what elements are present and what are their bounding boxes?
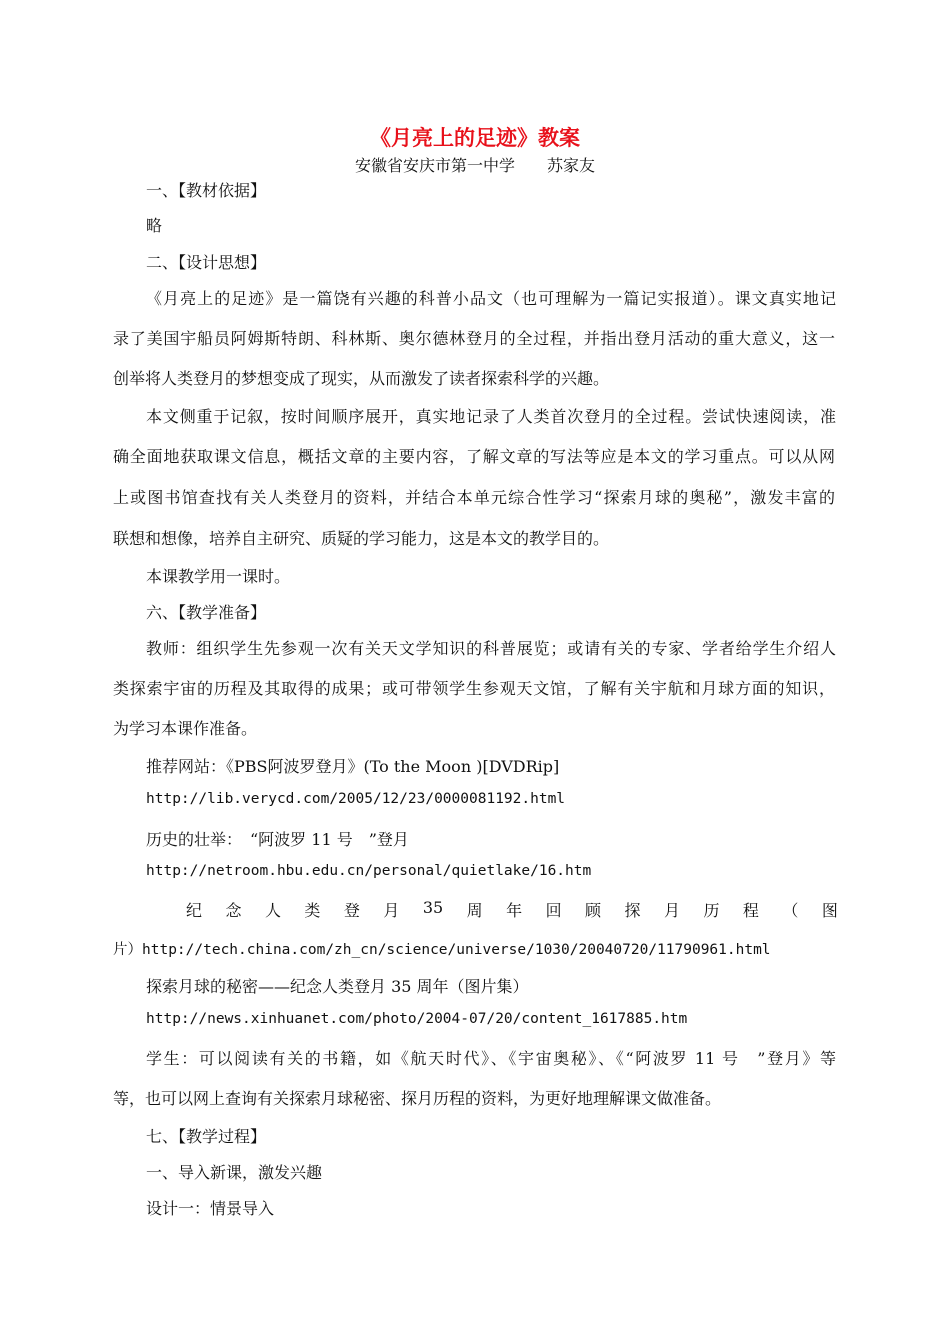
spread-char: 历 bbox=[703, 901, 720, 920]
section-heading: 二、【设计思想】 bbox=[146, 253, 267, 272]
paragraph-line: 本课教学用一课时。 bbox=[146, 567, 291, 586]
spread-char: 程 bbox=[742, 901, 759, 920]
section-heading: 一、【教材依据】 bbox=[146, 181, 267, 200]
paragraph-line: 设计一：情景导入 bbox=[146, 1199, 275, 1218]
spread-char: （ bbox=[782, 901, 799, 920]
paragraph-line: 为学习本课作准备。 bbox=[113, 719, 258, 738]
doc-title: 《月亮上的足迹》教案 bbox=[370, 125, 580, 150]
spread-line bbox=[186, 898, 838, 921]
link-text[interactable]: http://news.xinhuanet.com/photo/2004-07/20/content_1617885.htm bbox=[146, 1011, 688, 1027]
spread-char: 类 bbox=[304, 901, 321, 920]
paragraph-line: 历史的壮举： “阿波罗 11 号 ”登月 bbox=[146, 830, 409, 849]
paragraph-line: 《月亮上的足迹》是一篇饶有兴趣的科普小品文（也可理解为一篇记实报道）。课文真实地记 bbox=[146, 289, 836, 308]
spread-char: 登 bbox=[343, 901, 360, 920]
spread-char: 图 bbox=[821, 901, 838, 920]
spread-char: 月 bbox=[663, 901, 680, 920]
paragraph-line: 上或图书馆查找有关人类登月的资料，并结合本单元综合性学习“探索月球的奥秘”，激发丰富的 bbox=[113, 488, 835, 507]
spread-char: 35 bbox=[422, 898, 444, 917]
section-heading: 六、【教学准备】 bbox=[146, 603, 267, 622]
spread-char: 月 bbox=[383, 901, 400, 920]
paragraph-line: 等，也可以网上查询有关探索月球秘密、探月历程的资料，为更好地理解课文做准备。 bbox=[113, 1089, 722, 1108]
paragraph-line: 一、导入新课，激发兴趣 bbox=[146, 1163, 323, 1182]
paragraph-line: 教师：组织学生先参观一次有关天文学知识的科普展览；或请有关的专家、学者给学生介绍人 bbox=[146, 639, 836, 658]
spread-char: 回 bbox=[545, 901, 562, 920]
paragraph-line: 确全面地获取课文信息，概括文章的主要内容，了解文章的写法等应是本文的学习重点。可以从网 bbox=[113, 447, 835, 466]
spread-char: 人 bbox=[264, 901, 281, 920]
paragraph-line: 本文侧重于记叙，按时间顺序展开，真实地记录了人类首次登月的全过程。尝试快速阅读，准 bbox=[146, 407, 836, 426]
spread-char: 顾 bbox=[585, 901, 602, 920]
doc-author: 安徽省安庆市第一中学 苏家友 bbox=[354, 156, 595, 175]
spread-char: 念 bbox=[225, 901, 242, 920]
spread-char: 周 bbox=[466, 901, 483, 920]
paragraph-line: 录了美国宇船员阿姆斯特朗、科林斯、奥尔德林登月的全过程，并指出登月活动的重大意义，这一 bbox=[113, 329, 835, 348]
spread-char: 年 bbox=[506, 901, 523, 920]
link-text[interactable]: http://lib.verycd.com/2005/12/23/0000081192.html bbox=[146, 791, 566, 807]
section-heading: 七、【教学过程】 bbox=[146, 1127, 267, 1146]
link-text[interactable]: 片）http://tech.china.com/zh_cn/science/universe/1030/20040720/11790961.html bbox=[113, 942, 771, 958]
paragraph-line: 创举将人类登月的梦想变成了现实，从而激发了读者探索科学的兴趣。 bbox=[113, 369, 610, 388]
paragraph-line: 类探索宇宙的历程及其取得的成果；或可带领学生参观天文馆，了解有关宇航和月球方面的知识， bbox=[113, 679, 835, 698]
link-text[interactable]: http://netroom.hbu.edu.cn/personal/quietlake/16.htm bbox=[146, 863, 592, 879]
paragraph-line: 推荐网站：《PBS阿波罗登月》(To the Moon )[DVDRip] bbox=[146, 757, 560, 776]
paragraph-line: 探索月球的秘密——纪念人类登月 35 周年（图片集） bbox=[146, 977, 529, 996]
spread-char: 纪 bbox=[186, 901, 203, 920]
paragraph-line: 学生：可以阅读有关的书籍，如《航天时代》、《宇宙奥秘》、《“阿波罗 11 号 ”登月》等 bbox=[146, 1049, 836, 1068]
spread-char: 探 bbox=[624, 901, 641, 920]
paragraph-line: 略 bbox=[146, 216, 163, 235]
paragraph-line: 联想和想像，培养自主研究、质疑的学习能力，这是本文的教学目的。 bbox=[113, 529, 610, 548]
